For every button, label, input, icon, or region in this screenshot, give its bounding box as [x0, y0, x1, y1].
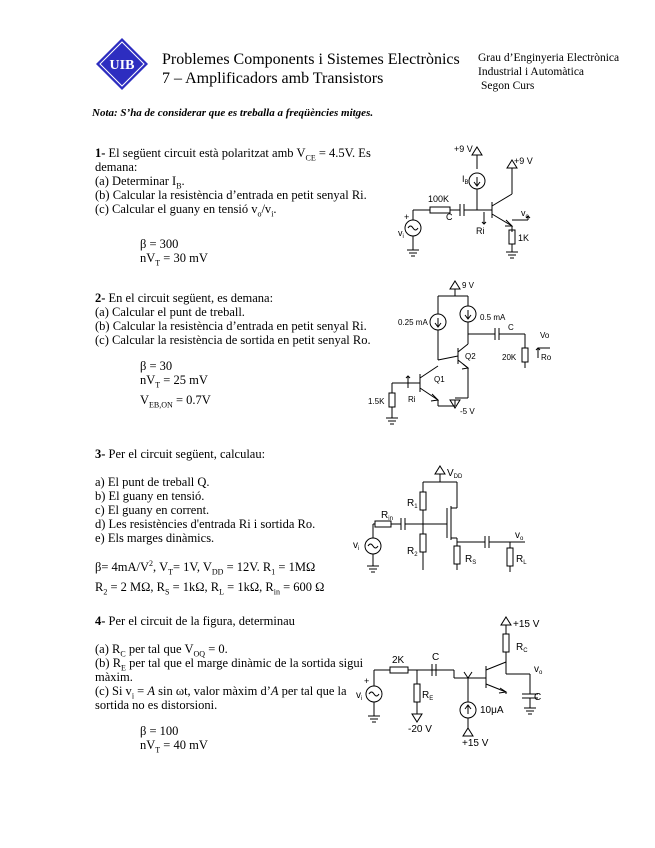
p4-c-end: per tal que la [278, 684, 347, 698]
p4-line5: (c) Si v [95, 684, 132, 698]
p1-nvt-val: = 30 mV [160, 251, 208, 265]
p1-line5: (c) Calcular el guany en tensió v [95, 202, 258, 216]
problem-3-text [95, 447, 315, 545]
circuit-3 [345, 462, 545, 582]
c2-ro: Ro [541, 353, 552, 362]
p1-line4: (b) Calcular la resistència d’entrada en petit senyal Ri. [95, 188, 367, 202]
p4-c-mid: = [134, 684, 148, 698]
p2-veb: V [140, 392, 150, 407]
c3-vdd: $V_{DD}$ [447, 468, 463, 480]
p4-vi-sub: i [131, 691, 135, 701]
problem-4-text [95, 614, 363, 712]
course-line3: Segon Curs [481, 80, 535, 92]
c3-r1: $R_1$ [407, 498, 418, 510]
c1-plus: + [404, 212, 410, 222]
c4-vp: +15 V [462, 738, 489, 749]
p1-line1: El següent circuit està polaritzat amb V [108, 146, 306, 160]
p4-line3: (b) R [95, 656, 122, 670]
c1-rl: 1K [518, 233, 530, 243]
p3-vt-sub: T [168, 567, 173, 577]
course-line1: Grau d’Enginyeria Electrònica [478, 52, 620, 64]
p3-rin-sub: in [273, 587, 280, 597]
p1-line2: demana: [95, 160, 138, 174]
p3-vdd-sub: DD [211, 567, 224, 577]
p3-line4: c) El guany en corrent. [95, 503, 210, 517]
problem-4-params [140, 724, 208, 758]
p1-vce-value: = 4.5V. Es [315, 146, 371, 160]
p4-c-a2: A [270, 684, 279, 698]
p1-ib-sub: B [176, 181, 182, 191]
problem-2-number: 2- [95, 291, 106, 305]
problem-1-params [140, 237, 208, 271]
c1-ib: $I_B$ [462, 174, 469, 186]
c4-c1: C [432, 652, 440, 663]
c3-rin: $R_{in}$ [381, 510, 393, 522]
c2-i1: 0.25 mA [398, 318, 428, 327]
p3-vdd-val: = 12V. R [223, 560, 272, 575]
p1-nvt-sub: T [155, 258, 161, 268]
p3-r2-sub: 2 [103, 587, 108, 597]
p1-vi-sub: i [271, 209, 274, 219]
p3-beta: β= 4mA/V [95, 560, 150, 575]
problem-2-text [95, 291, 371, 347]
p4-c-sin: sin ωt, valor màxim d’ [155, 684, 271, 698]
p4-line2: (a) R [95, 642, 121, 656]
p4-nvt: nV [140, 738, 156, 752]
p4-c-a: A [147, 684, 155, 698]
p1-gain-tail: /v [261, 202, 272, 216]
header-title-line1: Problemes Components i Sistemes Electrònics [162, 51, 460, 68]
c4-vn: -20 V [408, 724, 432, 735]
c1-vi: $v_i$ [398, 228, 404, 240]
c3-vo: $v_o$ [515, 530, 524, 542]
c3-vi: $v_i$ [353, 540, 360, 552]
c4-c2: C [534, 692, 542, 703]
p4-re-sub: E [121, 663, 126, 673]
header-course-info [478, 51, 619, 93]
p3-sq: 2 [149, 559, 154, 568]
circuit-4 [350, 614, 560, 750]
c2-i2: 0.5 mA [480, 313, 506, 322]
c3-r2: $R_2$ [407, 546, 418, 558]
p4-line6: sortida no es distorsioni. [95, 698, 218, 712]
p2-veb-sub: EB,ON [149, 400, 173, 409]
p3-line2: a) El punt de treball Q. [95, 475, 210, 489]
p4-nvt-sub: T [155, 745, 161, 755]
p4-rc-sub: C [120, 649, 126, 659]
p2-nvt-sub: T [155, 380, 161, 390]
p3-rl-val: = 1kΩ, R [224, 579, 274, 594]
p4-beta: β = 100 [140, 724, 179, 738]
c2-c: C [508, 323, 514, 332]
circuit-2 [360, 278, 560, 428]
p3-r2: R [95, 579, 104, 594]
c2-r15: 1.5K [368, 397, 385, 406]
problem-1-number: 1- [95, 146, 106, 160]
p3-rs-sub: S [165, 587, 170, 597]
c4-vo: $v_o$ [534, 664, 543, 676]
c3-rl: $R_L$ [516, 554, 527, 566]
c1-ri: Ri [476, 226, 485, 236]
logo-text: UIB [109, 58, 135, 73]
c1-v2: +9 V [514, 156, 533, 166]
problem-3-params [95, 557, 324, 599]
p2-veb-val: = 0.7V [172, 392, 211, 407]
p3-rin-val: = 600 Ω [279, 579, 325, 594]
c2-q1: Q1 [434, 375, 445, 384]
course-line2: Industrial i Automàtica [478, 66, 585, 78]
p4-line4: màxim. [95, 670, 133, 684]
p3-vt-val: = 1V, V [173, 560, 212, 575]
problem-4-number: 4- [95, 614, 106, 628]
p3-rs-val: = 1kΩ, R [169, 579, 220, 594]
c2-vcc: 9 V [462, 281, 475, 290]
p3-r1-val: = 1MΩ [275, 560, 316, 575]
p2-line3: (b) Calcular la resistència d’entrada en petit senyal Ri. [95, 319, 367, 333]
p4-a-mid: per tal que V [125, 642, 194, 656]
c1-r1: 100K [428, 194, 450, 204]
p1-line3: (a) Determinar I [95, 174, 177, 188]
c2-r20: 20K [502, 353, 517, 362]
p4-line1: Per el circuit de la figura, determinau [108, 614, 295, 628]
p3-rl-sub: L [219, 587, 225, 597]
p1-vce-sub: CE [305, 153, 316, 163]
c4-vcc: +15 V [513, 619, 540, 630]
p1-beta: β = 300 [140, 237, 179, 251]
p3-r2-val: = 2 MΩ, R [107, 579, 166, 594]
p3-line5: d) Les resistències d'entrada Ri i sortida Ro. [95, 517, 316, 531]
c4-r2k: 2K [392, 655, 405, 666]
p3-r1-sub: 1 [271, 567, 276, 577]
c4-i: 10μA [480, 705, 504, 716]
c2-ri: Ri [408, 395, 416, 404]
header-title-line2: 7 – Amplificadors amb Transistors [162, 70, 384, 87]
c4-rc: $R_C$ [516, 642, 528, 654]
p2-line2: (a) Calcular el punt de treball. [95, 305, 245, 319]
p2-beta: β = 30 [140, 359, 173, 373]
c1-vo: $v_o$ [521, 208, 529, 220]
c3-rs: $R_S$ [465, 554, 477, 566]
p4-b-end: per tal que el marge dinàmic de la sortida sigui [125, 656, 364, 670]
p3-vt: , V [153, 560, 169, 575]
p2-nvt: nV [140, 373, 156, 387]
c1-c: C [446, 212, 453, 222]
p3-line1: Per el circuit següent, calculau: [108, 447, 266, 461]
problem-3-number: 3- [95, 447, 106, 461]
uib-logo [96, 38, 148, 90]
circuit-1 [380, 142, 560, 267]
problem-2-params [140, 359, 211, 412]
c4-re: $R_E$ [422, 690, 434, 702]
header-title [162, 50, 460, 88]
p2-line1: En el circuit següent, es demana: [108, 291, 274, 305]
p4-a-end: = 0. [205, 642, 228, 656]
problem-1-text: 1- El següent circuit està polaritzat amb $V_{CE} = 4.5V$. Es demana: (a) Determinar $I_B$. (b) Calcular la resistència d’entrada en petit senyal Ri. (c) Calcular el guany en tensió $v_o/v_i$. [95, 146, 385, 216]
c2-vo: Vo [540, 331, 550, 340]
p3-line3: b) El guany en tensió. [95, 489, 205, 503]
note: Nota: S’ha de considerar que es treballa a freqüències mitges. [92, 107, 374, 119]
p3-line6: e) Els marges dinàmics. [95, 531, 215, 545]
c2-q2: Q2 [465, 352, 476, 361]
c2-vee: -5 V [460, 407, 475, 416]
p2-line4: (c) Calcular la resistència de sortida en petit senyal Ro. [95, 333, 371, 347]
c1-v1: +9 V [454, 144, 473, 154]
p4-nvt-val: = 40 mV [160, 738, 208, 752]
p2-nvt-val: = 25 mV [160, 373, 208, 387]
c4-vi: $v_i$ [356, 690, 363, 702]
p1-vo-sub: o [257, 209, 262, 219]
c4-plus: + [364, 676, 370, 686]
p1-nvt: nV [140, 251, 156, 265]
p4-voq-sub: OQ [193, 649, 206, 659]
